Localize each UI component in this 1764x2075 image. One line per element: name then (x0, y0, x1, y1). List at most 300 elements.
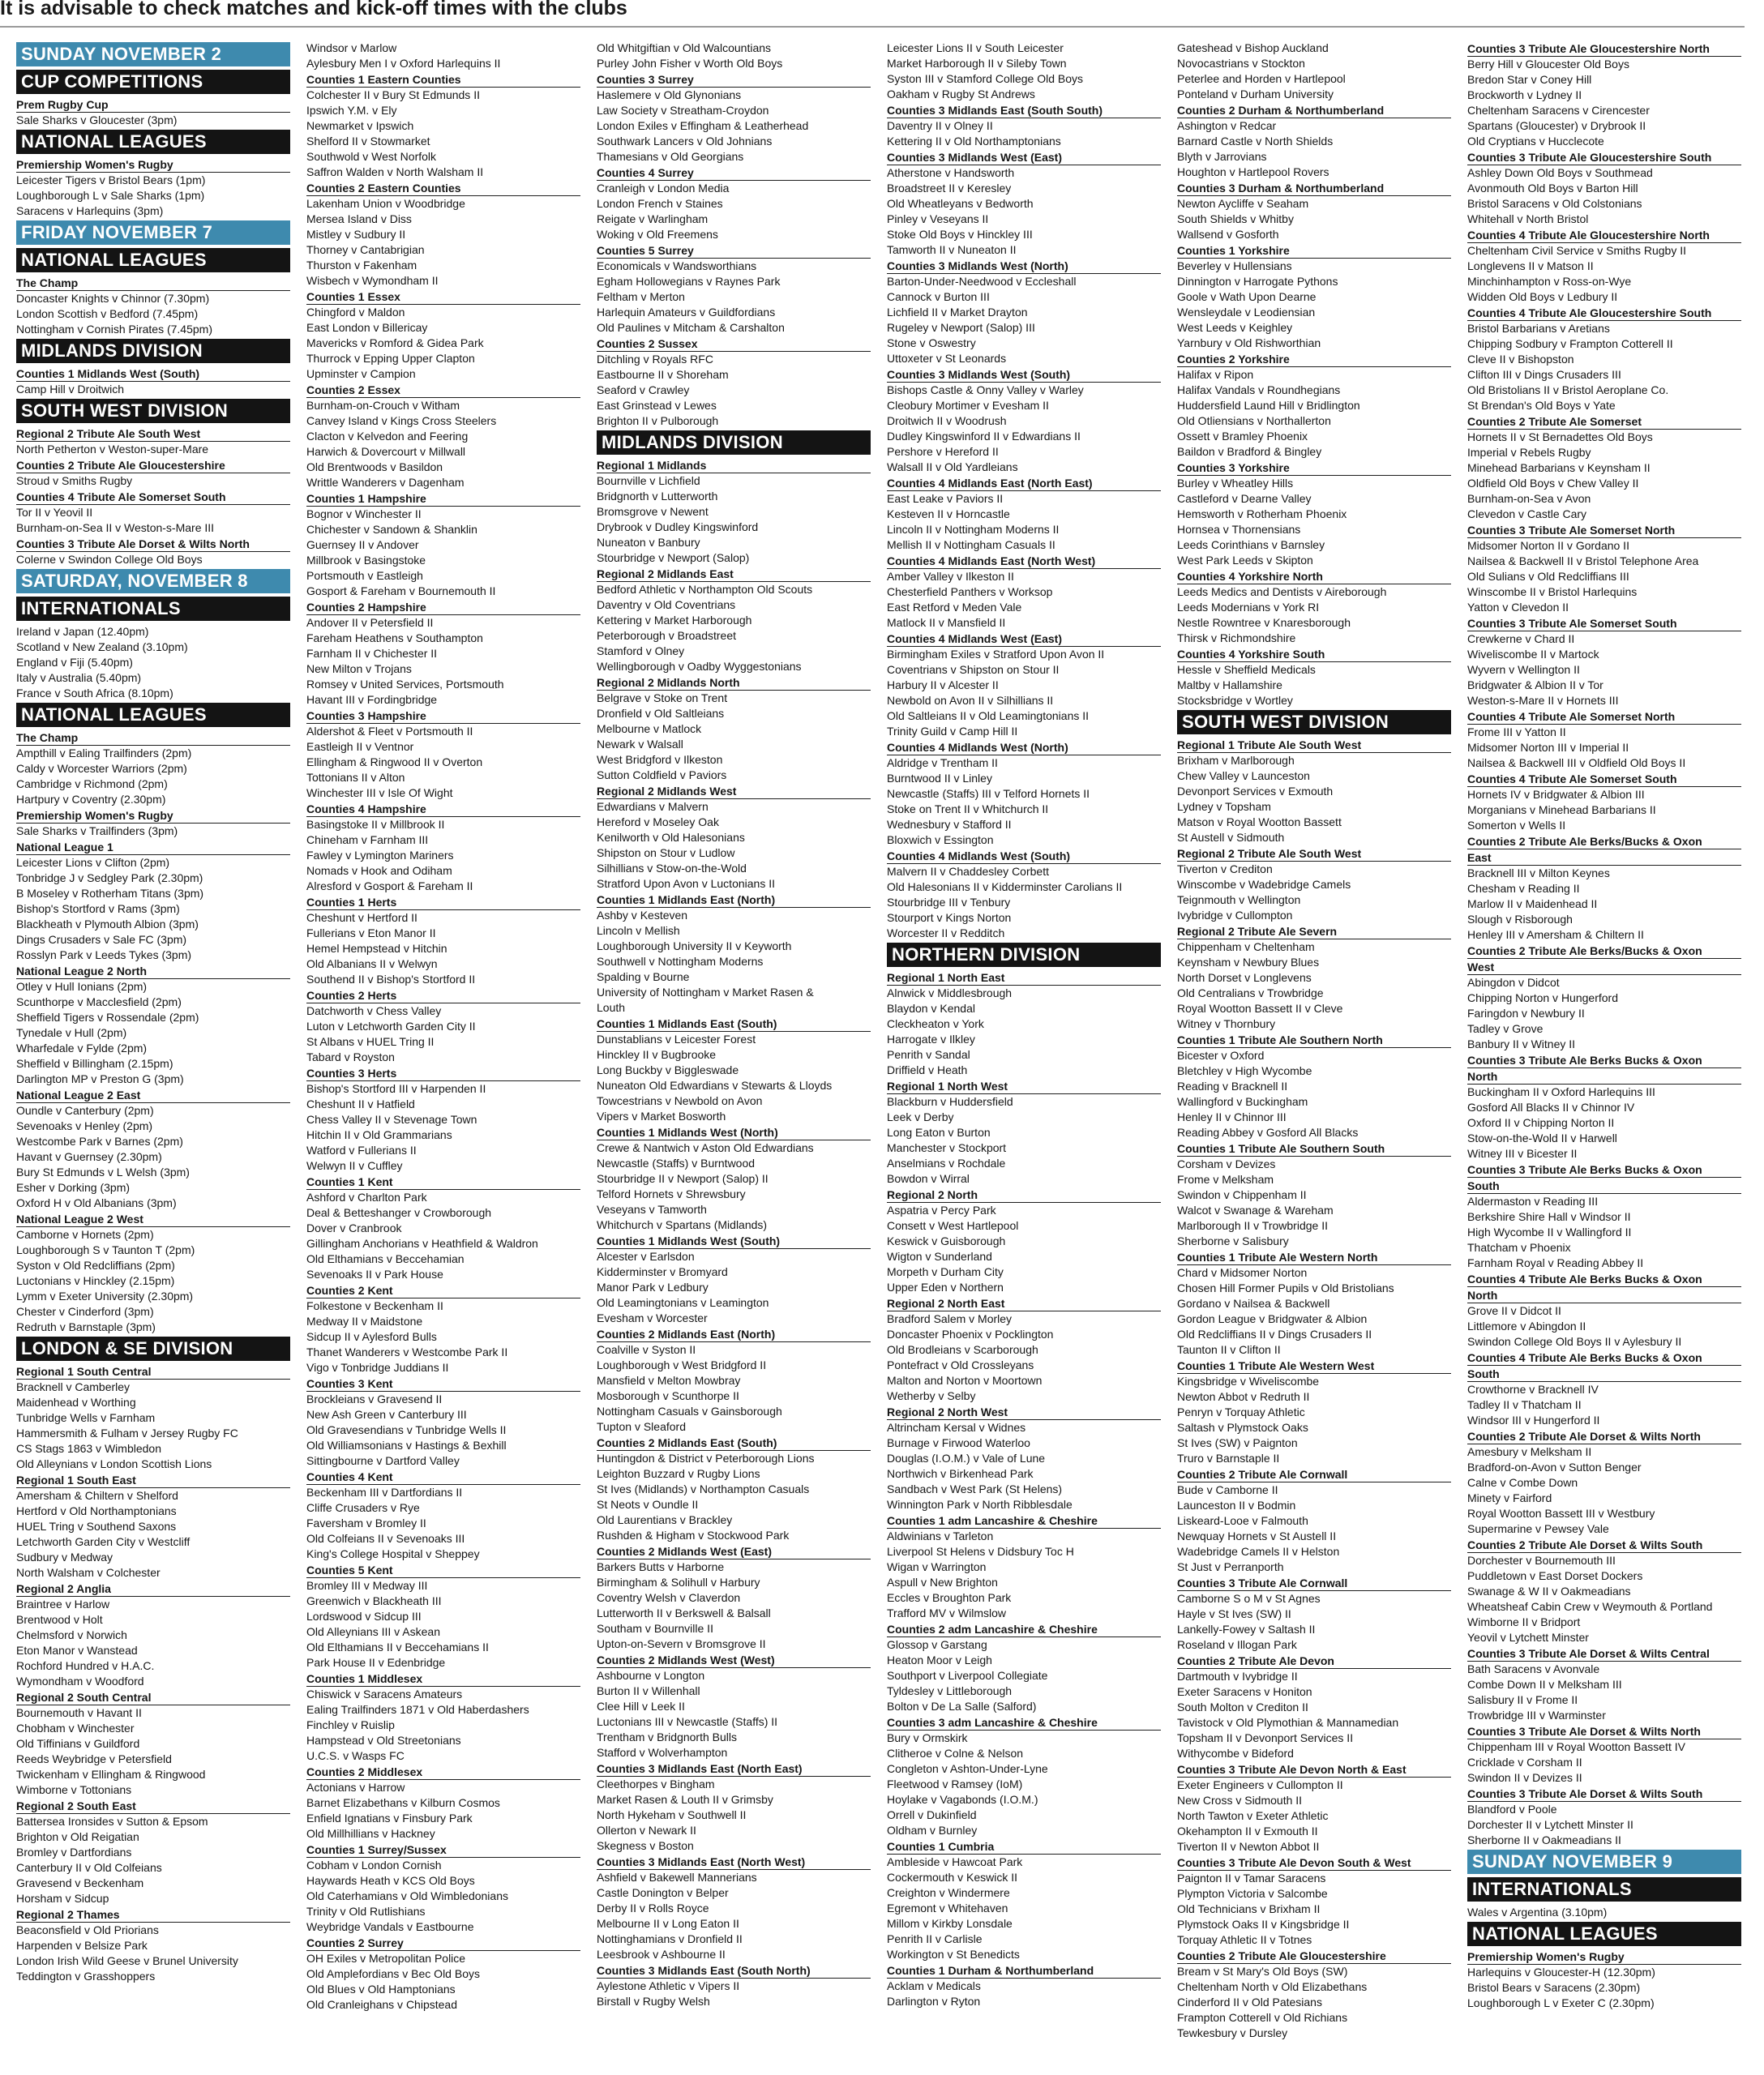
fixture: Somerton v Wells II (1467, 819, 1566, 832)
fixture: Leesbrook v Ashbourne II (597, 1948, 726, 1961)
fixture: Mavericks v Romford & Gidea Park (306, 336, 484, 349)
fixture: Esher v Dorking (3pm) (16, 1181, 131, 1194)
fixture: Ealing Trailfinders 1871 v Old Haberdashers (306, 1703, 529, 1716)
fixture: Farnham II v Chichester II (306, 647, 438, 660)
competition-heading: Counties 4 Tribute Ale Berks Bucks & Oxon (1467, 1350, 1741, 1366)
fixture: Trinity Guild v Camp Hill II (887, 725, 1018, 738)
fixture: Uttoxeter v St Leonards (887, 352, 1007, 365)
fixture: Thurston v Fakenham (306, 259, 417, 272)
fixture: Nottinghamians v Dronfield II (597, 1932, 743, 1945)
fixture: Lincoln II v Nottingham Moderns II (887, 523, 1060, 536)
section-banner: SOUTH WEST DIVISION (16, 399, 290, 423)
competition-heading: Regional 1 Tribute Ale South West (1177, 738, 1451, 753)
fixture: Ampthill v Ealing Trailfinders (2pm) (16, 747, 192, 759)
fixture: Taunton II v Clifton II (1177, 1343, 1281, 1356)
fixture: Bredon Star v Coney Hill (1467, 73, 1592, 86)
fixture: Chipping Norton v Hungerford (1467, 991, 1618, 1004)
fixture: North Hykeham v Southwell II (597, 1808, 747, 1821)
fixture: Leek v Derby (887, 1110, 954, 1123)
competition-heading: Counties 1 Tribute Ale Western North (1177, 1250, 1451, 1265)
fixture: Stourbridge II v Newport (Salop) II (597, 1172, 769, 1185)
fixture: Faringdon v Newbury II (1467, 1007, 1585, 1020)
competition-heading: Counties 1 Midlands West (South) (16, 366, 290, 382)
fixture: Aldershot & Fleet v Portsmouth II (306, 725, 473, 738)
fixture: Wharfedale v Fylde (2pm) (16, 1042, 148, 1055)
fixture: Leeds Medics and Dentists v Aireborough (1177, 585, 1387, 598)
fixtures-column-3 (597, 41, 871, 2073)
fixture: Thatcham v Phoenix (1467, 1241, 1571, 1254)
fixture: Portsmouth v Eastleigh (306, 569, 423, 582)
fixture: Enfield Ignatians v Finsbury Park (306, 1812, 473, 1825)
fixture: Loughborough L v Exeter C (2.30pm) (1467, 1996, 1655, 2009)
competition-heading: Counties 2 Middlesex (306, 1765, 580, 1780)
fixture: Halifax Vandals v Roundhegians (1177, 383, 1341, 396)
competition-heading: Counties 2 Durham & Northumberland (1177, 103, 1451, 118)
fixture: Camborne v Hornets (2pm) (16, 1228, 154, 1241)
fixture: Gordon League v Bridgwater & Albion (1177, 1312, 1368, 1325)
fixture: Old Laurentians v Brackley (597, 1513, 733, 1526)
fixture: Newton Aycliffe v Seaham (1177, 197, 1309, 210)
fixture: Evesham v Worcester (597, 1311, 708, 1324)
fixture: HUEL Tring v Southend Saxons (16, 1520, 177, 1533)
fixture: Greenwich v Blackheath III (306, 1594, 442, 1607)
fixture: Burley v Wheatley Hills (1177, 477, 1294, 490)
fixture: Cleobury Mortimer v Evesham II (887, 399, 1049, 412)
fixture: Eastleigh II v Ventnor (306, 740, 414, 753)
fixture: Burton II v Willenhall (597, 1684, 700, 1697)
fixture: Caldy v Worcester Warriors (2pm) (16, 762, 187, 775)
fixture: Bristol Saracens v Old Colstonians (1467, 197, 1642, 210)
fixture: Chiswick v Saracens Amateurs (306, 1688, 463, 1701)
fixture: Sherborne II v Oakmeadians II (1467, 1833, 1621, 1846)
fixture: High Wycombe II v Wallingford II (1467, 1226, 1632, 1239)
fixture: Old Leamingtonians v Leamington (597, 1296, 769, 1309)
fixture: Sevenoaks v Henley (2pm) (16, 1119, 153, 1132)
fixture: Reeds Weybridge v Petersfield (16, 1752, 172, 1765)
fixture: Old Halesonians II v Kidderminster Carolians II (887, 880, 1123, 893)
fixture: Burnage v Firwood Waterloo (887, 1436, 1030, 1449)
competition-heading: Premiership Women's Rugby (16, 808, 290, 824)
fixture: Maidenhead v Worthing (16, 1396, 136, 1409)
competition-heading: Counties 3 Tribute Ale Dorset & Wilts North (1467, 1724, 1741, 1739)
fixture: Tavistock v Old Plymothian & Mannamedian (1177, 1716, 1399, 1729)
fixture: Old Gravesendians v Tunbridge Wells II (306, 1423, 507, 1436)
competition-heading: Counties 1 Herts (306, 895, 580, 910)
fixture: Basingstoke II v Millbrook II (306, 818, 445, 831)
fixture: Tadley v Grove (1467, 1022, 1544, 1035)
fixture: France v South Africa (8.10pm) (16, 687, 173, 700)
fixture: London Irish Wild Geese v Brunel University (16, 1954, 238, 1967)
fixture: Imperial v Rebels Rugby (1467, 446, 1591, 459)
fixture: Luctonians III v Newcastle (Staffs) II (597, 1715, 778, 1728)
fixture: Henley II v Chinnor III (1177, 1110, 1287, 1123)
fixture: Old Bristolians II v Bristol Aeroplane Co. (1467, 383, 1669, 396)
fixture: Morpeth v Durham City (887, 1265, 1004, 1278)
fixture: Loughborough University II v Keyworth (597, 939, 792, 952)
fixture: Novocastrians v Stockton (1177, 57, 1305, 70)
fixture: Tyldesley v Littleborough (887, 1684, 1013, 1697)
advisory-note: It is advisable to check matches and kick-off times with the clubs (0, 0, 627, 19)
competition-heading: Counties 3 Midlands West (East) (887, 150, 1161, 165)
fixture: Colchester II v Bury St Edmunds II (306, 88, 480, 101)
fixture: Crowthorne v Bracknell IV (1467, 1383, 1599, 1396)
fixture: New Ash Green v Canterbury III (306, 1408, 467, 1421)
fixture: Bristol Barbarians v Aretians (1467, 322, 1610, 335)
fixture: Bishops Castle & Onny Valley v Warley (887, 383, 1084, 396)
fixture: Tiverton II v Newton Abbot II (1177, 1840, 1320, 1853)
competition-heading: Counties 3 Surrey (597, 72, 871, 88)
fixture: Harlequins v Gloucester-H (12.30pm) (1467, 1966, 1655, 1979)
fixture: Blandford v Poole (1467, 1803, 1557, 1816)
fixture: Nailsea & Backwell II v Bristol Telephone Area (1467, 554, 1699, 567)
fixture: Folkestone v Beckenham II (306, 1299, 443, 1312)
competition-heading: Regional 1 South East (16, 1473, 290, 1488)
fixture: Slough v Risborough (1467, 913, 1573, 926)
fixture: Southwell v Nottingham Moderns (597, 955, 764, 968)
fixture: Hertford v Old Northamptonians (16, 1504, 177, 1517)
fixture: Tottonians II v Alton (306, 771, 405, 784)
fixture: Chester v Cinderford (3pm) (16, 1305, 154, 1318)
fixture: Liverpool St Helens v Didsbury Toc H (887, 1545, 1074, 1558)
fixture: Havant v Guernsey (2.30pm) (16, 1150, 162, 1163)
fixture: Leighton Buzzard v Rugby Lions (597, 1467, 760, 1480)
fixture: Chippenham III v Royal Wootton Bassett IV (1467, 1740, 1685, 1753)
fixture: Stoke on Trent II v Whitchurch II (887, 802, 1049, 815)
fixture: Swanage & W II v Oakmeadians (1467, 1585, 1631, 1598)
fixture: Nomads v Hook and Odiham (306, 864, 452, 877)
fixture: Blackburn v Huddersfield (887, 1095, 1013, 1108)
fixture: Wales v Argentina (3.10pm) (1467, 1906, 1608, 1919)
fixture: Plympton Victoria v Salcombe (1177, 1887, 1328, 1900)
fixture: Bridgwater & Albion II v Tor (1467, 678, 1603, 691)
fixture: Letchworth Garden City v Westcliff (16, 1535, 191, 1548)
fixture: Cheshunt II v Hatfield (306, 1097, 415, 1110)
fixture: Creighton v Windermere (887, 1886, 1010, 1899)
fixture: London Scottish v Bedford (7.45pm) (16, 307, 199, 320)
fixture: Houghton v Hartlepool Rovers (1177, 165, 1329, 178)
fixture: Sale Sharks v Trailfinders (3pm) (16, 824, 178, 837)
fixture: South Shields v Whitby (1177, 212, 1294, 225)
fixture: Long Buckby v Biggleswade (597, 1063, 739, 1076)
fixture: Pontefract v Old Crossleyans (887, 1358, 1034, 1371)
competition-heading: Counties 4 Yorkshire South (1177, 647, 1451, 662)
fixture: Douglas (I.O.M.) v Vale of Lune (887, 1452, 1046, 1465)
fixture: Colerne v Swindon College Old Boys (16, 553, 203, 566)
competition-heading: Counties 2 Tribute Ale Devon (1177, 1654, 1451, 1669)
fixture: Aldwinians v Tarleton (887, 1530, 994, 1542)
fixture: Saffron Walden v North Walsham II (306, 165, 484, 178)
fixture: Windsor III v Hungerford II (1467, 1414, 1600, 1427)
fixture: Aylestone Athletic v Vipers II (597, 1979, 740, 1992)
competition-heading: The Champ (16, 730, 290, 746)
fixture: Grove II v Didcot II (1467, 1304, 1561, 1317)
fixture: Stourport v Kings Norton (887, 911, 1012, 924)
fixture: Buckingham II v Oxford Harlequins III (1467, 1085, 1655, 1098)
fixture: Bowdon v Wirral (887, 1172, 970, 1185)
competition-heading: Regional 2 South East (16, 1799, 290, 1814)
fixture: B Moseley v Rotherham Titans (3pm) (16, 887, 204, 900)
fixture: Aspull v New Brighton (887, 1576, 998, 1589)
fixture: Tor II v Yeovil II (16, 506, 93, 519)
fixture: Cranleigh v London Media (597, 182, 730, 195)
fixture: Aldermaston v Reading III (1467, 1195, 1599, 1208)
fixture: Hayle v St Ives (SW) II (1177, 1607, 1291, 1620)
fixture: Rugeley v Newport (Salop) III (887, 321, 1035, 334)
fixture: Worcester II v Redditch (887, 926, 1005, 939)
fixture: Medway II v Maidstone (306, 1315, 423, 1328)
competition-heading: Counties 3 Midlands West (North) (887, 259, 1161, 274)
fixture: Ditchling v Royals RFC (597, 353, 713, 366)
fixture: Burntwood II v Linley (887, 772, 992, 785)
fixture: Withycombe v Bideford (1177, 1747, 1294, 1760)
fixture: Westcombe Park v Barnes (2pm) (16, 1135, 183, 1148)
fixture: Cheshunt v Hertford II (306, 911, 417, 924)
fixture: Newmarket v Ipswich (306, 119, 414, 132)
competition-heading: Counties 2 Tribute Ale Gloucestershire (1177, 1949, 1451, 1964)
competition-heading: Counties 3 Midlands East (North West) (597, 1855, 871, 1870)
fixture: Wellingborough v Oadby Wyggestonians (597, 660, 802, 673)
fixture: Halifax v Ripon (1177, 368, 1254, 381)
fixture: Thirsk v Richmondshire (1177, 631, 1296, 644)
fixture: Sale Sharks v Gloucester (3pm) (16, 113, 178, 126)
fixture: Wallsend v Gosforth (1177, 228, 1279, 241)
fixture: Dings Crusaders v Sale FC (3pm) (16, 933, 187, 946)
competition-heading: Counties 5 Surrey (597, 243, 871, 259)
fixture: Plymstock Oaks II v Kingsbridge II (1177, 1918, 1350, 1931)
fixture: Droitwich II v Woodrush (887, 414, 1007, 427)
fixture: Old Blues v Old Hamptonians (306, 1983, 456, 1996)
fixture: Lymm v Exeter University (2.30pm) (16, 1290, 194, 1303)
fixture: Paignton II v Tamar Saracens (1177, 1872, 1326, 1885)
fixture: Ponteland v Durham University (1177, 88, 1334, 101)
fixture: Andover II v Petersfield II (306, 616, 434, 629)
competition-heading: Counties 4 Midlands West (South) (887, 849, 1161, 864)
fixture: Southwark Lancers v Old Johnians (597, 135, 773, 148)
fixture: Old Millhillians v Hackney (306, 1827, 435, 1840)
fixture: Launceston II v Bodmin (1177, 1499, 1296, 1512)
fixture: Amersham & Chiltern v Shelford (16, 1489, 178, 1502)
competition-heading: Counties 4 Tribute Ale Gloucestershire South (1467, 306, 1741, 321)
fixture: Doncaster Phoenix v Pocklington (887, 1328, 1054, 1341)
competition-heading: Regional 2 Anglia (16, 1581, 290, 1597)
fixture: West Leeds v Keighley (1177, 321, 1293, 334)
fixture: Scotland v New Zealand (3.10pm) (16, 640, 188, 653)
fixture: Fleetwood v Ramsey (IoM) (887, 1778, 1023, 1790)
fixture: Canterbury II v Old Colfeians (16, 1861, 162, 1874)
fixture: Stratford Upon Avon v Luctonians II (597, 877, 775, 890)
fixture: Market Rasen & Louth II v Grimsby (597, 1793, 773, 1806)
competition-heading: Counties 1 Tribute Ale Southern North (1177, 1033, 1451, 1048)
competition-heading: Premiership Women's Rugby (16, 157, 290, 173)
fixture: Kesteven II v Horncastle (887, 507, 1010, 520)
competition-heading: Counties 3 Hampshire (306, 708, 580, 724)
fixture: Reading Abbey v Gosford All Blacks (1177, 1126, 1359, 1139)
fixture: Reading v Bracknell II (1177, 1080, 1288, 1093)
fixture: Clitheroe v Colne & Nelson (887, 1747, 1024, 1760)
fixture: Dover v Cranbrook (306, 1221, 402, 1234)
fixtures-column-1 (16, 41, 290, 2073)
fixture: Fareham Heathens v Southampton (306, 631, 483, 644)
fixture: Edwardians v Malvern (597, 800, 709, 813)
fixture: Hitchin II v Old Grammarians (306, 1128, 452, 1141)
competition-heading: Counties 3 Tribute Ale Dorset & Wilts Central (1467, 1646, 1741, 1662)
fixture: Glossop v Garstang (887, 1638, 987, 1651)
fixture: Haslemere v Old Glynonians (597, 88, 742, 101)
fixture: Lordswood v Sidcup III (306, 1610, 422, 1623)
section-banner: NATIONAL LEAGUES (1467, 1922, 1741, 1946)
competition-heading: Counties 1 Yorkshire (1177, 243, 1451, 259)
competition-heading: Counties 1 adm Lancashire & Cheshire (887, 1513, 1161, 1529)
competition-heading: Counties 3 Tribute Ale Berks Bucks & Oxon (1467, 1053, 1741, 1068)
fixture: Huntingdon & District v Peterborough Lions (597, 1452, 815, 1465)
competition-heading: Counties 2 Tribute Ale Somerset (1467, 414, 1741, 430)
fixture: Bletchley v High Wycombe (1177, 1064, 1312, 1077)
fixture: Hemel Hempstead v Hitchin (306, 942, 447, 955)
fixture: Feltham v Merton (597, 290, 685, 303)
fixture: Alresford v Gosport & Fareham II (306, 879, 473, 892)
fixture: Newquay Hornets v St Austell II (1177, 1530, 1337, 1542)
fixture: Ossett v Bramley Phoenix (1177, 430, 1308, 443)
fixture: Lydney v Topsham (1177, 800, 1271, 813)
fixture: Burnham-on-Sea v Avon (1467, 492, 1591, 505)
fixture: Oundle v Canterbury (2pm) (16, 1104, 154, 1117)
fixtures-column-4 (887, 41, 1161, 2073)
fixture: Tiverton v Crediton (1177, 862, 1273, 875)
fixture: Goole v Wath Upon Dearne (1177, 290, 1317, 303)
competition-heading: Premiership Women's Rugby (1467, 1949, 1741, 1965)
fixture: Wyvern v Wellington II (1467, 663, 1580, 676)
fixture: Devonport Services v Exmouth (1177, 785, 1334, 798)
fixture: Rushden & Higham v Stockwood Park (597, 1529, 790, 1542)
fixture: Stroud v Smiths Rugby (16, 474, 133, 487)
fixture: Rochford Hundred v H.A.C. (16, 1659, 155, 1672)
fixture: Old Tiffinians v Guildford (16, 1737, 140, 1750)
fixture: Coventry Welsh v Claverdon (597, 1591, 741, 1604)
fixture: Brockworth v Lydney II (1467, 88, 1582, 101)
competition-heading: National League 2 West (16, 1212, 290, 1227)
fixture: Amesbury v Melksham II (1467, 1445, 1592, 1458)
fixture: Loughborough L v Sale Sharks (1pm) (16, 189, 205, 202)
fixture: Dunstablians v Leicester Forest (597, 1033, 756, 1046)
fixture: Cleethorpes v Bingham (597, 1778, 715, 1790)
fixture: East Grinstead v Lewes (597, 399, 717, 412)
fixture: Trowbridge III v Warminster (1467, 1709, 1606, 1722)
fixtures-columns (16, 41, 1748, 2073)
fixture: Wetherby v Selby (887, 1389, 976, 1402)
fixture: Morganians v Minehead Barbarians II (1467, 803, 1656, 816)
fixture: Ashford v Charlton Park (306, 1191, 427, 1204)
fixture: Royal Wootton Bassett II v Cleve (1177, 1002, 1343, 1015)
competition-heading: South (1467, 1367, 1741, 1382)
fixture: Wadebridge Camels II v Helston (1177, 1545, 1340, 1558)
fixture: Congleton v Ashton-Under-Lyne (887, 1762, 1048, 1775)
fixture: Frampton Cotterell v Old Richians (1177, 2011, 1348, 2024)
competition-heading: Counties 2 Yorkshire (1177, 352, 1451, 367)
competition-heading: Counties 3 Tribute Ale Somerset North (1467, 523, 1741, 538)
fixture: Nuneaton v Banbury (597, 536, 700, 549)
competition-heading: Counties 4 Midlands West (North) (887, 740, 1161, 755)
competition-heading: Counties 3 Tribute Ale Dorset & Wilts South (1467, 1786, 1741, 1802)
fixture: Italy v Australia (5.40pm) (16, 671, 142, 684)
fixture: Manchester v Stockport (887, 1141, 1007, 1154)
fixture: Bournemouth v Havant II (16, 1706, 142, 1719)
fixture: Haywards Heath v KCS Old Boys (306, 1874, 475, 1887)
fixture: Sidcup II v Aylesford Bulls (306, 1330, 437, 1343)
fixture: Malvern II v Chaddesley Corbett (887, 865, 1049, 878)
fixture: Swindon II v Devizes II (1467, 1771, 1582, 1784)
fixture: Chosen Hill Former Pupils v Old Bristolians (1177, 1281, 1394, 1294)
fixture: Leicester Lions II v South Leicester (887, 41, 1064, 54)
fixture: Southend II v Bishop's Stortford II (306, 973, 476, 986)
fixture: Blackheath v Plymouth Albion (3pm) (16, 918, 199, 931)
fixture: Syston III v Stamford College Old Boys (887, 72, 1083, 85)
fixture: Law Society v Streatham-Croydon (597, 104, 769, 117)
fixture: Stafford v Wolverhampton (597, 1746, 728, 1759)
fixture: Old Cryptians v Hucclecote (1467, 135, 1604, 148)
fixture: Gateshead v Bishop Auckland (1177, 41, 1329, 54)
fixture: Castleford v Dearne Valley (1177, 492, 1312, 505)
fixture: Hornets IV v Bridgwater & Albion III (1467, 788, 1645, 801)
fixture: Melbourne II v Long Eaton II (597, 1917, 739, 1930)
fixture: Faversham v Bromley II (306, 1517, 426, 1530)
fixture: Hoylake v Vagabonds (I.O.M.) (887, 1793, 1038, 1806)
fixture: Havant III v Fordingbridge (306, 693, 438, 706)
fixture: Sherborne v Salisbury (1177, 1234, 1289, 1247)
fixture: Wigan v Warrington (887, 1560, 987, 1573)
fixture: Yeovil v Lytchett Minster (1467, 1631, 1589, 1644)
fixture: Bognor v Winchester II (306, 507, 422, 520)
fixture: St Brendan's Old Boys v Yate (1467, 399, 1616, 412)
fixture: Okehampton II v Exmouth II (1177, 1825, 1318, 1838)
fixture: Winnington Park v North Ribblesdale (887, 1498, 1073, 1511)
fixture: Woking v Old Freemens (597, 228, 718, 241)
fixture: Nestle Rowntree v Knaresborough (1177, 616, 1351, 629)
fixture: Crewkerne v Chard II (1467, 632, 1575, 645)
competition-heading: Counties 4 Midlands West (East) (887, 631, 1161, 647)
fixture: Old Centralians v Trowbridge (1177, 986, 1324, 999)
section-banner: SOUTH WEST DIVISION (1177, 710, 1451, 734)
fixtures-column-5 (1177, 41, 1451, 2073)
fixture: England v Fiji (5.40pm) (16, 656, 133, 669)
competition-heading: Regional 2 Midlands East (597, 567, 871, 582)
fixture: New Cross v Sidmouth II (1177, 1794, 1303, 1807)
date-banner: SUNDAY NOVEMBER 2 (16, 42, 290, 66)
fixture: Egremont v Whitehaven (887, 1902, 1008, 1915)
fixture: Syston v Old Redcliffians (2pm) (16, 1259, 175, 1272)
section-banner: CUP COMPETITIONS (16, 70, 290, 94)
fixture: Avonmouth Old Boys v Barton Hill (1467, 182, 1638, 195)
fixture: Cockermouth v Keswick II (887, 1871, 1018, 1884)
fixture: Workington v St Benedicts (887, 1948, 1020, 1961)
fixture: Melbourne v Matlock (597, 722, 702, 735)
fixture: Ashbourne v Longton (597, 1669, 705, 1682)
fixture: Crewe & Nantwich v Aston Old Edwardians (597, 1141, 814, 1154)
fixture: Hinckley II v Bugbrooke (597, 1048, 717, 1061)
competition-heading: Counties 2 Kent (306, 1283, 580, 1298)
competition-heading: Counties 2 Midlands East (South) (597, 1435, 871, 1451)
fixture: Windsor v Marlow (306, 41, 397, 54)
fixture: Trentham v Bridgnorth Bulls (597, 1731, 737, 1743)
fixture: Vigo v Tonbridge Juddians II (306, 1361, 449, 1374)
fixture: Penrith II v Carlisle (887, 1932, 983, 1945)
fixture: Oxford II v Chipping Norton II (1467, 1116, 1615, 1129)
fixture: Old Wheatleyans v Bedworth (887, 197, 1034, 210)
fixture: Heaton Moor v Leigh (887, 1654, 992, 1666)
fixture: North Tawton v Exeter Athletic (1177, 1809, 1329, 1822)
competition-heading: Counties 3 Midlands East (North East) (597, 1761, 871, 1777)
fixture: Canvey Island v Kings Cross Steelers (306, 414, 497, 427)
competition-heading: Counties 1 Cumbria (887, 1839, 1161, 1855)
